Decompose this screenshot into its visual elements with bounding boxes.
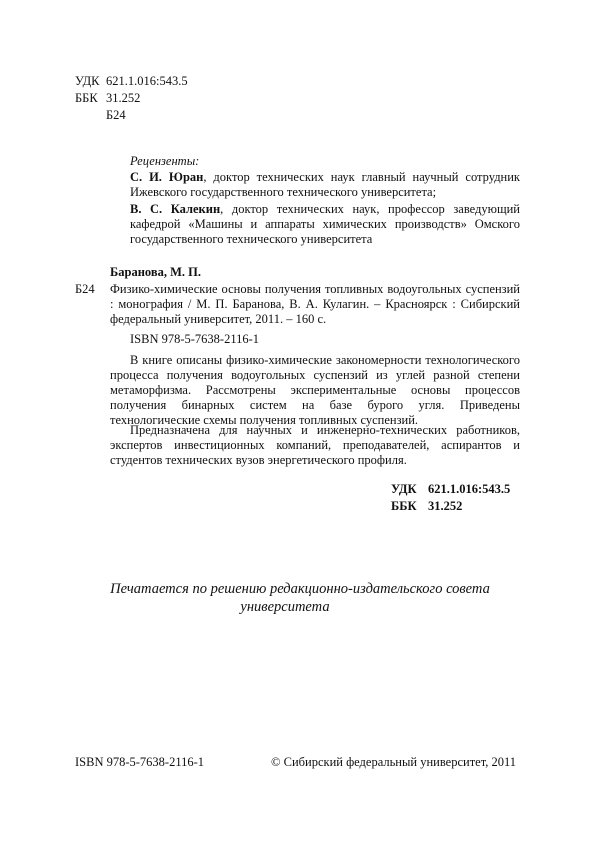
bottom-bbk-value: 31.252 [428, 499, 463, 513]
reviewer-1-text: , доктор технических наук главный научный сотрудник Ижевского государственного технического университета; [130, 170, 521, 199]
reviewer-2-name: В. С. Калекин [130, 202, 221, 216]
print-decision-line-1: Печатается по решению редакционно-издательского совета [110, 581, 490, 597]
bottom-udk-label: УДК [391, 482, 417, 496]
reviewer-2 [130, 202, 520, 247]
udk-value: 621.1.016:543.5 [106, 74, 188, 88]
bottom-udk-row [391, 482, 510, 499]
bibliographic-description: Физико-химические основы получения топливных водоугольных суспензий : монография / М. П. Баранова, В. А. Кулагин. – Красноярск : Сибирский федеральный университет, 2011. – 160 с. [110, 282, 520, 326]
bibliographic-isbn: ISBN 978-5-7638-2116-1 [130, 332, 260, 346]
abstract-paragraph-1: В книге описаны физико-химические закономерности технологического процесса получения водоугольных суспензий из углей разной степени метаморфизма. Рассмотрены экспериментальные основы процессов получения бинарных систем на базе бурого угля. Приведены технологические схемы получения топливных суспензий. [110, 353, 520, 427]
author-mark: Б24 [106, 108, 126, 122]
bottom-bbk-row [391, 499, 510, 516]
footer-copyright: © Сибирский федеральный университет, 2011 [271, 755, 517, 769]
author-mark-row [75, 108, 188, 125]
reviewer-1-name: С. И. Юран [130, 170, 204, 184]
footer-isbn: ISBN 978-5-7638-2116-1 [75, 755, 205, 769]
reviewer-2-text: , доктор технических наук, профессор заведующий кафедрой «Машины и аппараты химических производств» Омского государственного технического университета [130, 202, 520, 246]
udk-label: УДК [75, 74, 100, 88]
bbk-row [75, 91, 188, 108]
bibliographic-mark: Б24 [75, 282, 95, 296]
print-decision-line-2: университета [240, 599, 330, 615]
top-classification [75, 74, 188, 125]
abstract-paragraph-2: Предназначена для научных и инженерно-технических работников, экспертов инвестиционных компаний, преподавателей, аспирантов и студентов технических вузов энергетического профиля. [110, 423, 520, 467]
bottom-classification [391, 482, 510, 516]
bbk-value: 31.252 [106, 91, 141, 105]
print-decision [0, 580, 600, 616]
udk-row [75, 74, 188, 91]
reviewers-title: Рецензенты: [130, 154, 200, 168]
bbk-label: ББК [75, 91, 98, 105]
reviewer-1 [130, 170, 520, 200]
book-author: Баранова, М. П. [110, 265, 202, 279]
bottom-udk-value: 621.1.016:543.5 [428, 482, 511, 496]
bottom-bbk-label: ББК [391, 499, 417, 513]
